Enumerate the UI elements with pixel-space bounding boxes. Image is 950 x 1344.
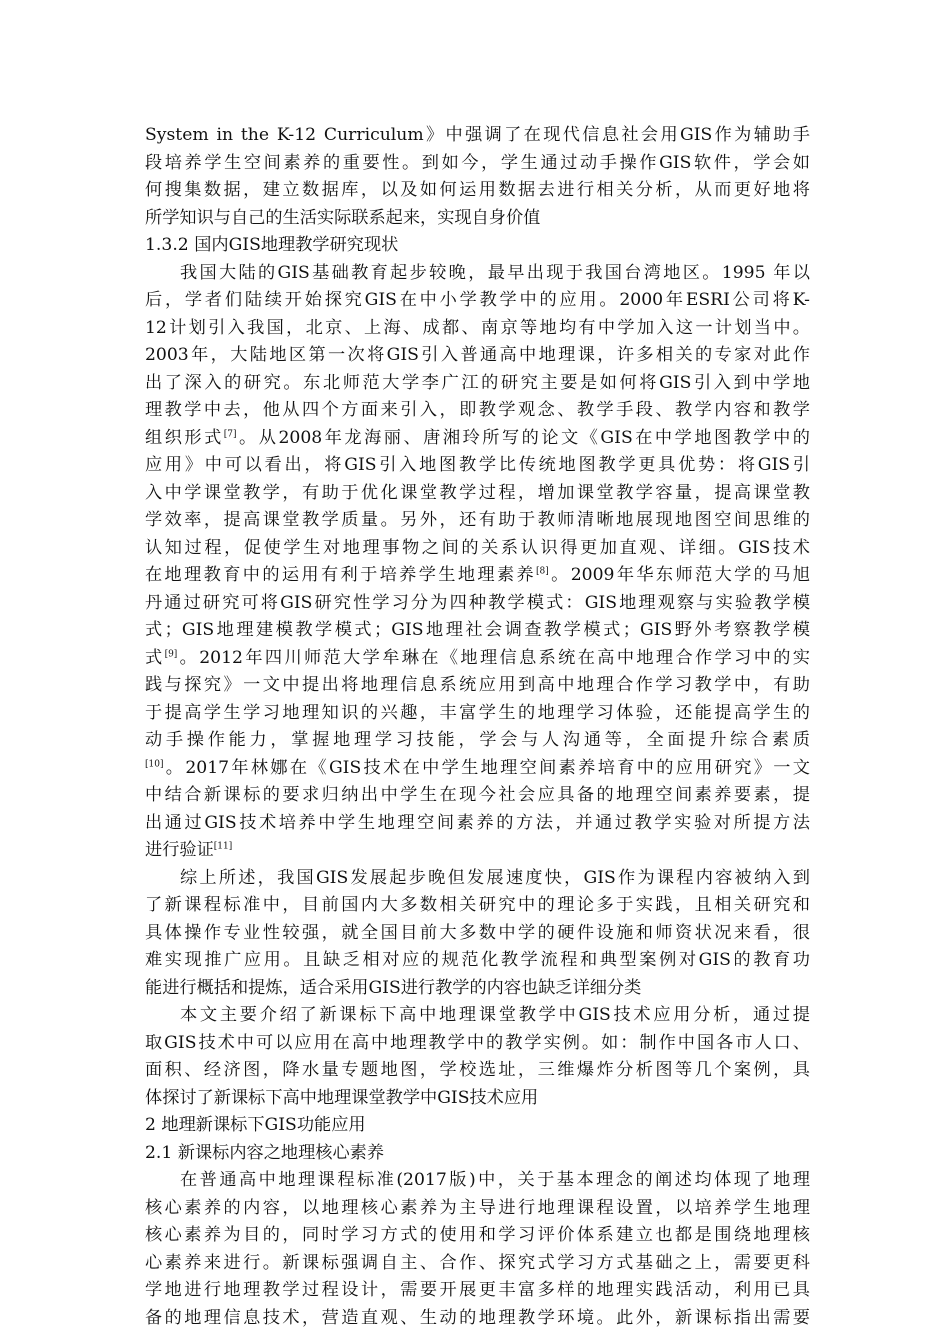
text-line: 核心素养为目的，同时学习方式的使用和学习评价体系建立也都是围绕地理核: [145, 1225, 810, 1245]
text-line: 取GIS技术中可以应用在高中地理教学中的教学实例。如：制作中国各市人口、: [145, 1032, 810, 1053]
text-segment: 在地理教育中的运用有利于培养学生地理素养: [145, 565, 537, 585]
text-segment: 组织形式: [145, 427, 224, 448]
text-segment: 进行验证: [145, 840, 214, 860]
section-heading: 2.1 新课标内容之地理核心素养: [145, 1142, 385, 1163]
text-segment: 。2012年四川师范大学牟琳在《地理信息系统在高中地理合作学习中的实: [177, 647, 810, 668]
text-line: 能进行概括和提炼，适合采用GIS进行教学的内容也缺乏详细分类: [145, 977, 642, 998]
text-segment: 。2009年华东师范大学的马旭: [548, 565, 810, 585]
citation-ref: [10]: [145, 758, 164, 769]
text-line: 践与探究》一文中提出将地理信息系统应用到高中地理合作学习教学中，有助: [145, 675, 810, 695]
text-segment: 。从2008年龙海丽、唐湘玲所写的论文《GIS在中学地图教学中的: [236, 427, 810, 448]
text-line: 在普通高中地理课程标准(2017版)中，关于基本理念的阐述均体现了地理: [180, 1170, 810, 1190]
text-segment: 。2017年林娜在《GIS技术在中学生地理空间素养培育中的应用研究》一文: [163, 757, 810, 778]
text-line: 具体操作专业性较强，就全国目前大多数中学的硬件设施和师资状况来看，很: [145, 922, 810, 943]
text-line: 出了深入的研究。东北师范大学李广江的研究主要是如何将GIS引入到中学地: [145, 372, 810, 393]
text-line: 2003年，大陆地区第一次将GIS引入普通高中地理课，许多相关的专家对此作: [145, 345, 810, 365]
citation-ref: [7]: [223, 428, 237, 439]
text-line: [145, 562, 810, 590]
text-line: 中结合新课标的要求归纳出中学生在现今社会应具备的地理空间素养要素，提: [145, 785, 810, 805]
text-line: 何搜集数据，建立数据库，以及如何运用数据去进行相关分析，从而更好地将: [145, 180, 810, 200]
text-line: [145, 425, 810, 453]
text-segment: 式: [145, 647, 165, 668]
text-line: 体探讨了新课标下高中地理课堂教学中GIS技术应用: [145, 1087, 539, 1108]
text-line: 后，学者们陆续开始探究GIS在中小学教学中的应用。2000年ESRI公司将K-: [145, 290, 810, 310]
text-line: 学地进行地理教学过程设计，需要开展更丰富多样的地理实践活动，利用已具: [145, 1280, 810, 1300]
text-line: 理教学中去，他从四个方面来引入，即教学观念、教学手段、教学内容和教学: [145, 400, 810, 420]
text-line: 式；GIS地理建模教学模式；GIS地理社会调查教学模式；GIS野外考察教学模: [145, 620, 810, 640]
text-line: 核心素养的内容，以地理核心素养为主导进行地理课程设置，以培养学生地理: [145, 1197, 810, 1218]
chapter-heading: 2 地理新课标下GIS功能应用: [145, 1115, 366, 1135]
document-page: [145, 122, 810, 1332]
citation-ref: [11]: [213, 841, 233, 852]
text-line: 应用》中可以看出，将GIS引入地图教学比传统地图教学更具优势：将GIS引: [145, 455, 810, 475]
citation-ref: [9]: [164, 648, 178, 659]
citation-ref: [8]: [536, 566, 549, 577]
text-line: 本文主要介绍了新课标下高中地理课堂教学中GIS技术应用分析，通过提: [180, 1005, 810, 1025]
text-line: 面积、经济图，降水量专题地图，学校选址，三维爆炸分析图等几个案例，具: [145, 1060, 810, 1080]
text-line: 综上所述，我国GIS发展起步晚但发展速度快，GIS作为课程内容被纳入到: [180, 867, 810, 888]
text-line: 难实现推广应用。且缺乏相对应的规范化教学流程和典型案例对GIS的教育功: [145, 950, 810, 970]
text-line: [145, 645, 810, 673]
text-line: 12计划引入我国，北京、上海、成都、南京等地均有中学加入这一计划当中。: [145, 317, 810, 338]
text-line: 出通过GIS技术培养中学生地理空间素养的方法，并通过教学实验对所提方法: [145, 812, 810, 833]
text-line: 认知过程，促使学生对地理事物之间的关系认识得更加直观、详细。GIS技术: [145, 537, 810, 558]
text-line: 于提高学生学习地理知识的兴趣，丰富学生的地理学习体验，还能提高学生的: [145, 702, 810, 723]
text-line: 心素养来进行。新课标强调自主、合作、探究式学习方式基础之上，需要更科: [145, 1252, 810, 1273]
text-line: 了新课程标准中，目前国内大多数相关研究中的理论多于实践，且相关研究和: [145, 895, 810, 915]
text-line: System in the K-12 Curriculum》中强调了在现代信息社会用GIS作为辅助手: [145, 125, 810, 145]
text-line: 动手操作能力，掌握地理学习技能，学会与人沟通等，全面提升综合素质: [145, 730, 810, 750]
text-line: 入中学课堂教学，有助于优化课堂教学过程，增加课堂教学容量，提高课堂教: [145, 482, 810, 503]
text-line: 段培养学生空间素养的重要性。到如今，学生通过动手操作GIS软件，学会如: [145, 152, 810, 173]
text-line: 我国大陆的GIS基础教育起步较晚，最早出现于我国台湾地区。1995 年以: [180, 262, 810, 283]
text-line: [145, 755, 810, 783]
text-line: 学效率，提高课堂教学质量。另外，还有助于教师清晰地展现地图空间思维的: [145, 510, 810, 530]
text-line: [145, 837, 810, 865]
text-line: 所学知识与自己的生活实际联系起来，实现自身价值: [145, 207, 541, 228]
text-line: 备的地理信息技术，营造直观、生动的地理教学环境。此外，新课标指出需要: [145, 1307, 810, 1328]
text-line: 丹通过研究可将GIS研究性学习分为四种教学模式：GIS地理观察与实验教学模: [145, 592, 810, 613]
section-heading: 1.3.2 国内GIS地理教学研究现状: [145, 235, 399, 255]
